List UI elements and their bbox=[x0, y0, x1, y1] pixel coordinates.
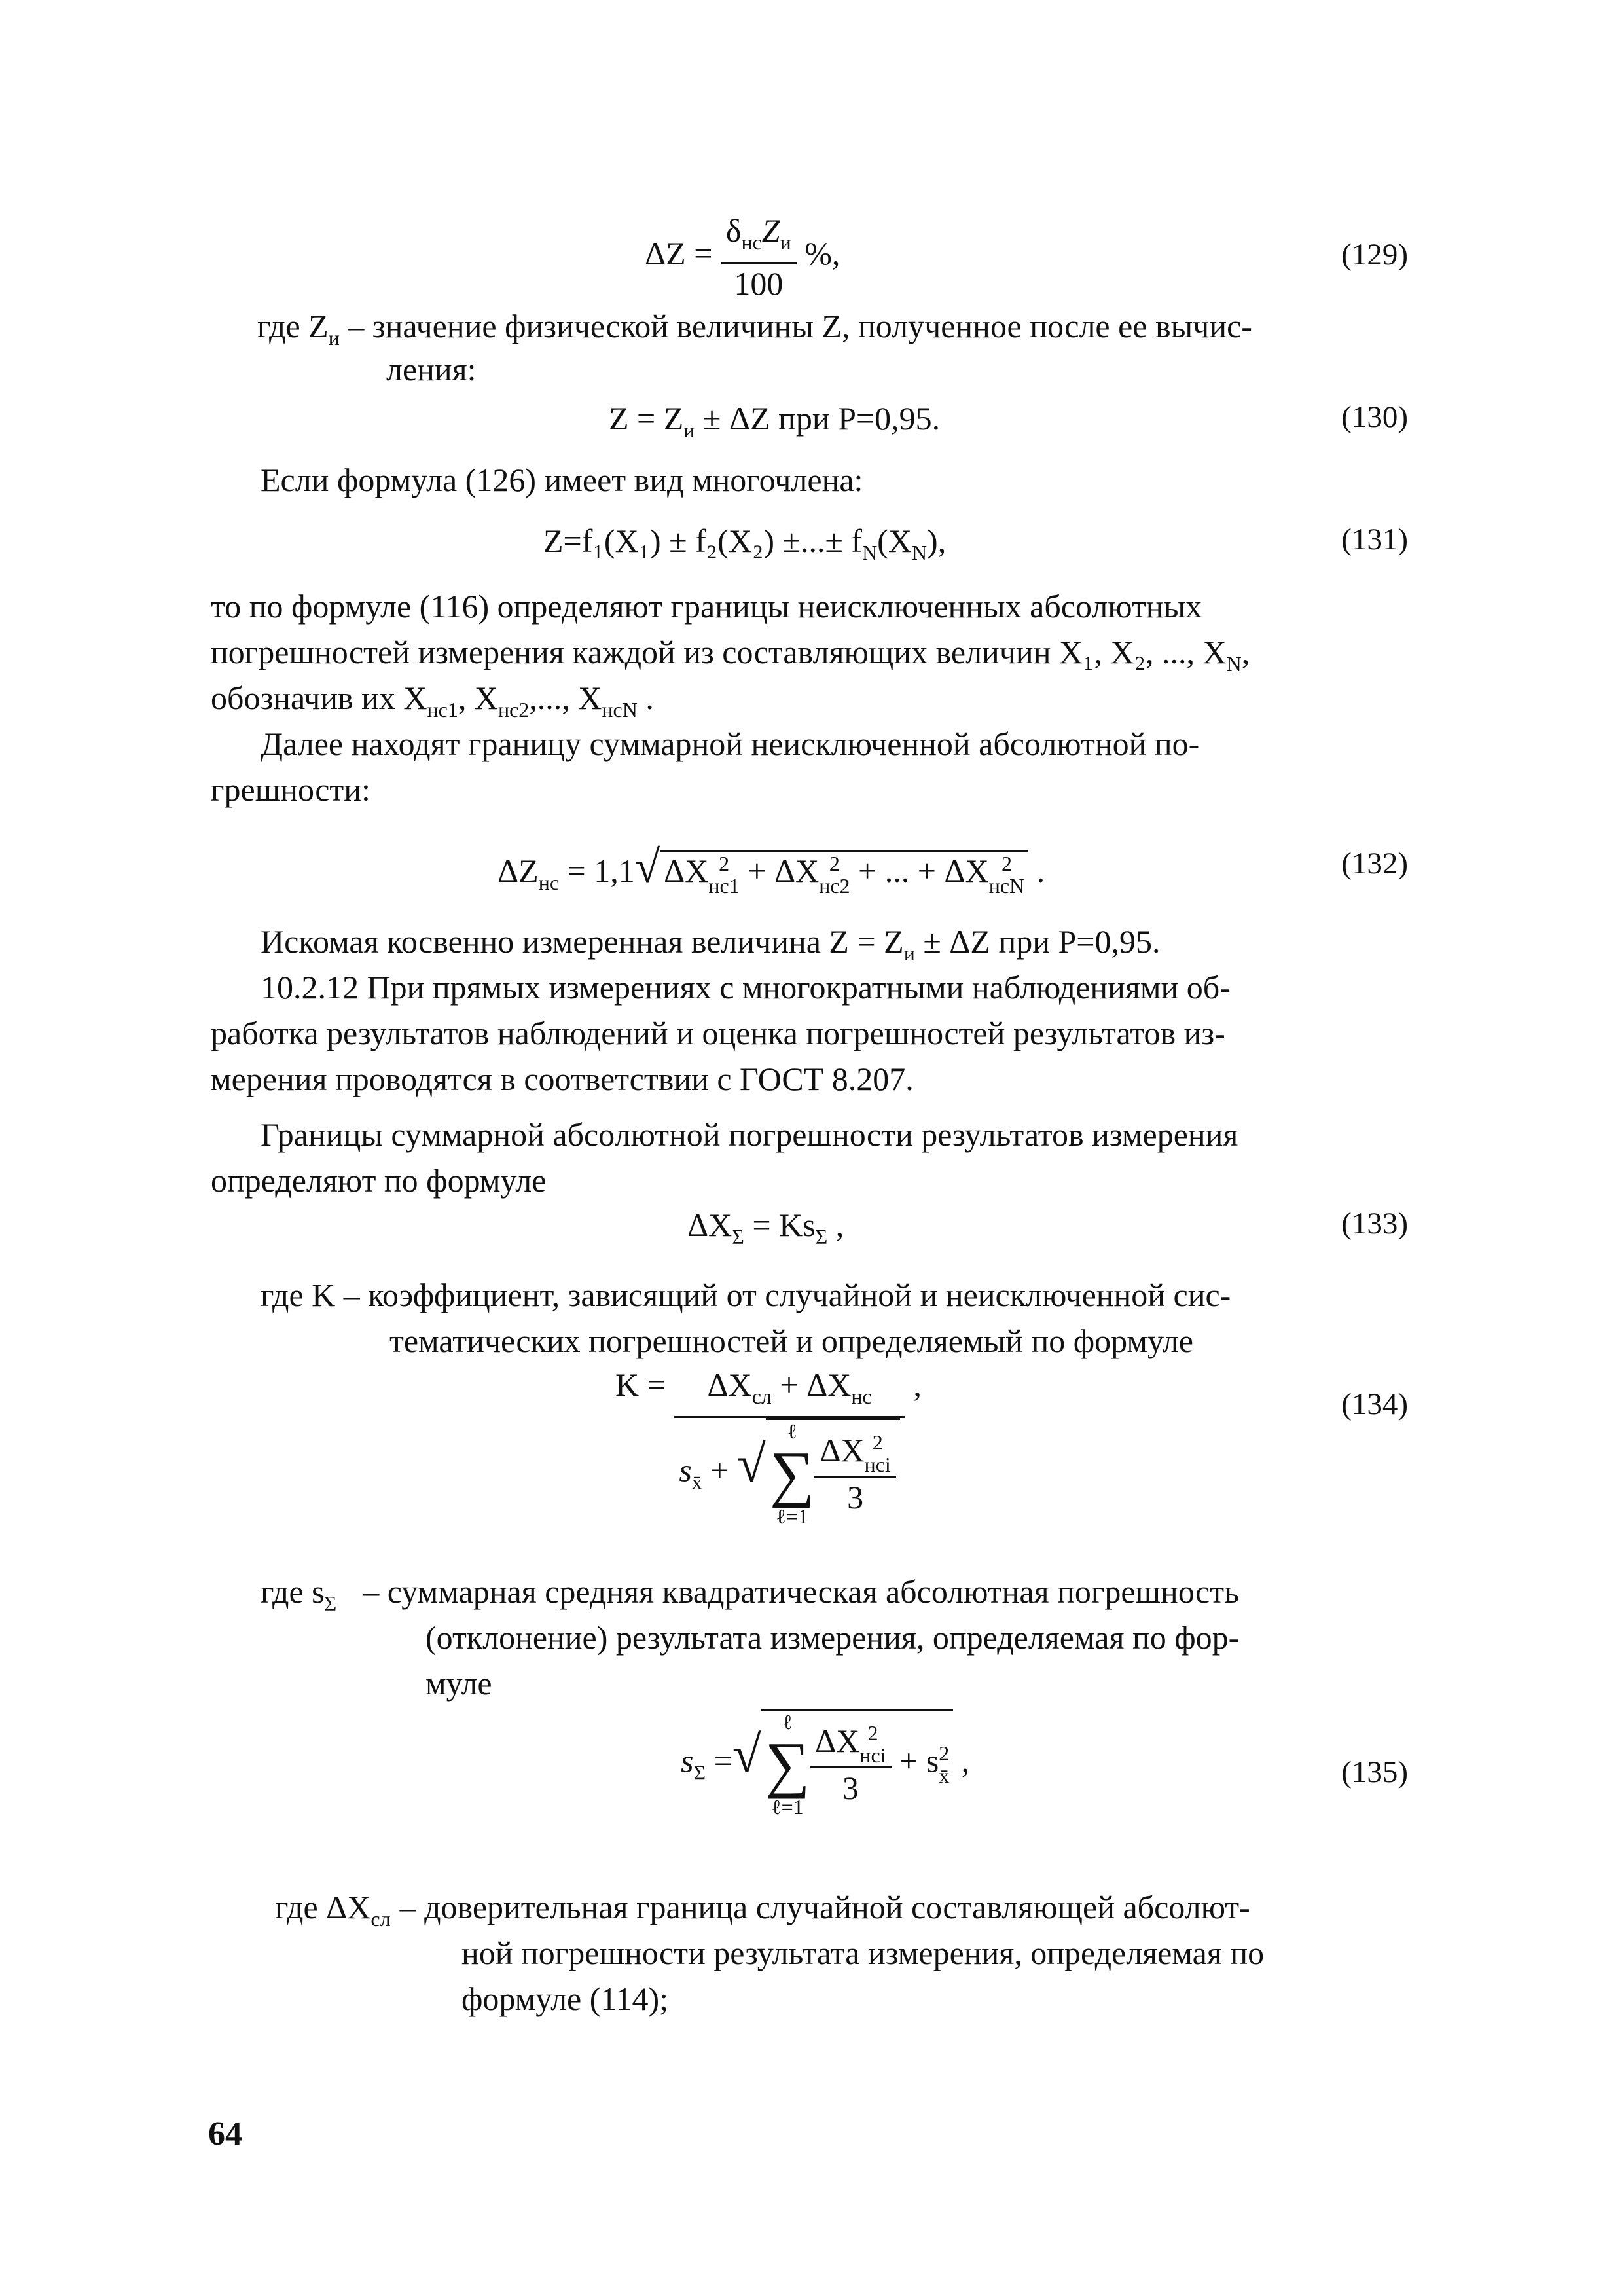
where-s-line1: где $s_\Sigma$ – суммарная средняя квадратическая абсолютная погрешность bbox=[261, 1573, 1239, 1615]
equation-134: K = $\Delta X_{сл} + \Delta X_{нс}$ $s_{x̄}$ + √ ℓ ∑ ℓ=1 ΔX 2 нсi 3 , bbox=[615, 1366, 922, 1528]
eq129-num2-sub: и bbox=[780, 230, 791, 254]
page-number: 64 bbox=[208, 2115, 242, 2153]
equation-131: Z=f₁(X₁) ± f₂(X₂) ±...± $f_N(X_N)$, bbox=[543, 522, 947, 564]
para-10-2-12-line3: мерения проводятся в соответствии с ГОСТ 8.207. bbox=[211, 1061, 914, 1097]
equation-135: $s_\Sigma$ =√ ℓ ∑ ℓ=1 ΔX 2 нсi 3 + s 2 x̄ , bbox=[681, 1710, 970, 1819]
where-dx-line1: где $\Delta X_{сл}$ – доверительная граница случайной составляющей абсолют- bbox=[275, 1889, 1250, 1931]
para-10-2-12-line2: работка результатов наблюдений и оценка погрешностей результатов из- bbox=[211, 1015, 1225, 1051]
para-116-line1: то по формуле (116) определяют границы неисключенных абсолютных bbox=[211, 588, 1202, 625]
para-bounds-line1: Границы суммарной абсолютной погрешности результатов измерения bbox=[261, 1116, 1238, 1153]
eq131-number: (131) bbox=[1341, 522, 1408, 556]
para-116-line2: погрешностей измерения каждой из составляющих величин X₁, X₂, ..., $X_N$, bbox=[211, 634, 1250, 676]
para-polynomial: Если формула (126) имеет вид многочлена: bbox=[261, 462, 863, 498]
equation-129 bbox=[645, 211, 840, 303]
equation-132: $\Delta Z_{нс} = 1,1√$ ΔX 2 нс1 + ΔX 2 нс2 + ... + ΔX 2 нсN . bbox=[497, 842, 1045, 898]
where-dx-line2: ной погрешности результата измерения, определяемая по bbox=[461, 1935, 1265, 1971]
eq129-num-sub: нс bbox=[741, 230, 762, 254]
where-s-line2: (отклонение) результата измерения, определяемая по фор- bbox=[425, 1619, 1240, 1656]
eq129-num2: Z bbox=[761, 212, 780, 249]
eq129-tail: %, bbox=[804, 234, 840, 272]
para-sum-line1: Далее находят границу суммарной неисключенной абсолютной по- bbox=[261, 725, 1200, 762]
eq132-radicand: ΔX 2 нс1 + ΔX 2 нс2 + ... + ΔX 2 нсN bbox=[660, 850, 1028, 897]
where-zn-line1: где $Z_и$ – значение физической величины Z, полученное после ее вычис- bbox=[257, 308, 1252, 350]
eq129-lhs: ΔZ = bbox=[645, 234, 713, 272]
where-zn-line2: ления: bbox=[386, 351, 477, 388]
eq129-fraction bbox=[721, 211, 797, 303]
eq133-number: (133) bbox=[1341, 1207, 1408, 1241]
eq129-number: (129) bbox=[1341, 238, 1408, 272]
para-sought: Искомая косвенно измеренная величина $Z = Z_и \pm \Delta Z$ при P=0,95. bbox=[261, 923, 1161, 965]
eq134-fraction: $\Delta X_{сл} + \Delta X_{нс}$ $s_{x̄}$ + √ ℓ ∑ ℓ=1 ΔX 2 нсi 3 bbox=[674, 1365, 905, 1527]
eq130-number: (130) bbox=[1341, 400, 1408, 434]
para-116-line3: обозначив их $X_{нс1}$, $X_{нс2}$,..., $X_{нсN}$ . bbox=[211, 680, 654, 721]
where-dx-line3: формуле (114); bbox=[461, 1980, 669, 2017]
eq129-num: δ bbox=[725, 212, 742, 249]
where-s-line3: муле bbox=[425, 1665, 492, 1702]
para-10-2-12-line1: 10.2.12 При прямых измерениях с многократными наблюдениями об- bbox=[261, 969, 1231, 1006]
para-sum-line2: грешности: bbox=[211, 771, 370, 808]
equation-130: $Z = Z_и \pm \Delta Z$ при P=0,95. bbox=[609, 400, 941, 442]
eq132-number: (132) bbox=[1341, 847, 1408, 881]
eq129-den: 100 bbox=[734, 265, 784, 302]
equation-133: $\Delta X_\Sigma = Ks_\Sigma$ , bbox=[687, 1207, 844, 1248]
where-k-line2: тематических погрешностей и определяемый по формуле bbox=[389, 1322, 1193, 1359]
para-bounds-line2: определяют по формуле bbox=[211, 1162, 547, 1199]
where-k-line1: где K – коэффициент, зависящий от случайной и неисключенной сис- bbox=[261, 1277, 1231, 1313]
eq134-number: (134) bbox=[1341, 1387, 1408, 1421]
eq135-number: (135) bbox=[1341, 1755, 1408, 1789]
